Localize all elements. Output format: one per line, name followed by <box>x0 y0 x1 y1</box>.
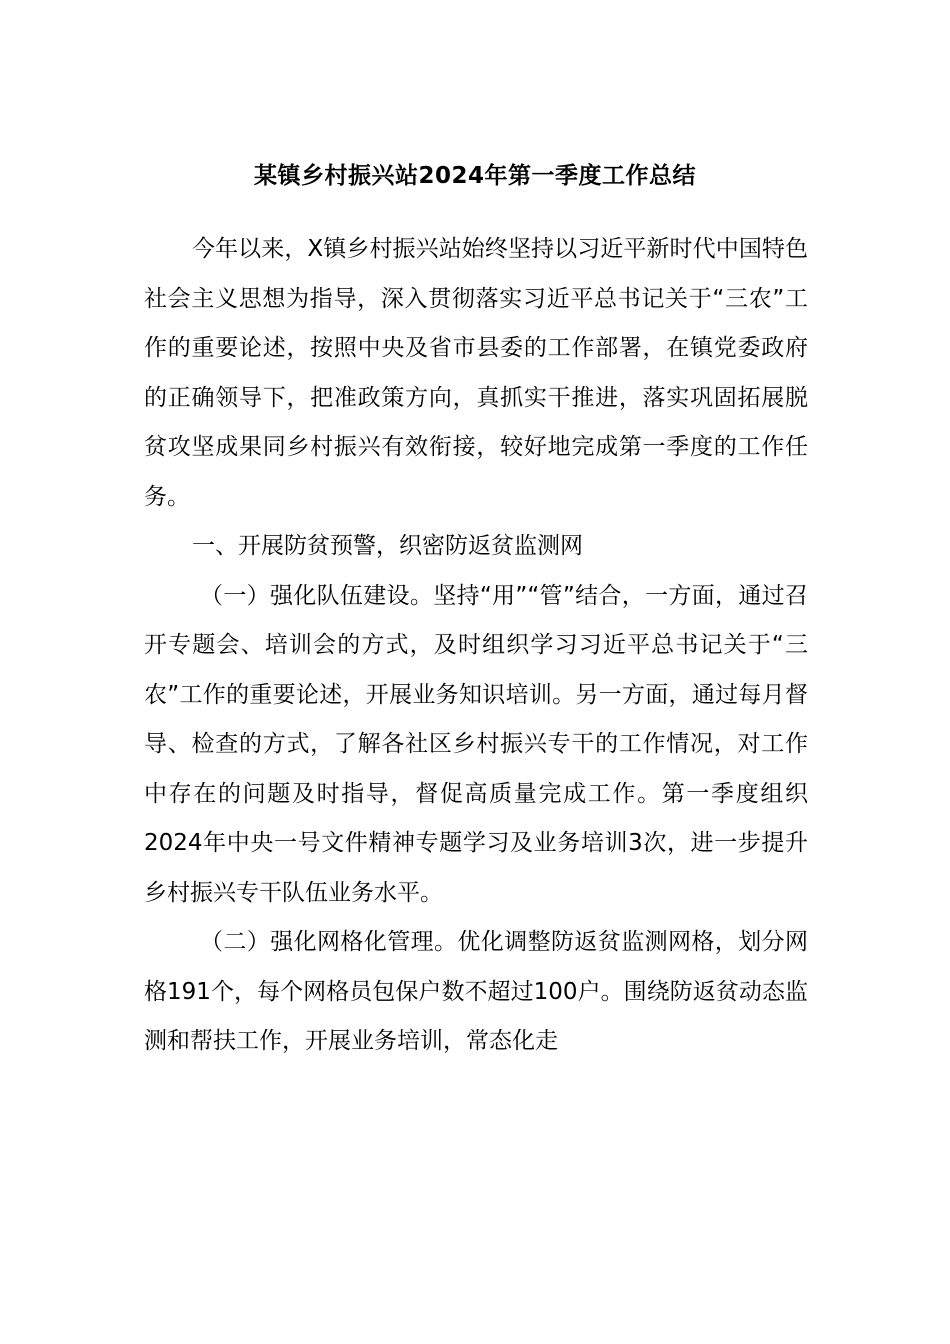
document-title: 某镇乡村振兴站2024年第一季度工作总结 <box>253 163 696 189</box>
document-body <box>144 225 808 1067</box>
subsection-paragraph-1: （一）强化队伍建设。坚持“用”“管”结合，一方面，通过召开专题会、培训会的方式，及时组织学习习近平总书记关于“三农”工作的重要论述，开展业务知识培训。另一方面，通过每月督导、检查的方式，了解各社区乡村振兴专干的工作情况，对工作中存在的问题及时指导，督促高质量完成工作。第一季度组织2024年中央一号文件精神专题学习及业务培训3次，进一步提升乡村振兴专干队伍业务水平。 <box>144 582 808 906</box>
intro-paragraph: 今年以来，X镇乡村振兴站始终坚持以习近平新时代中国特色社会主义思想为指导，深入贯彻落实习近平总书记关于“三农”工作的重要论述，按照中央及省市县委的工作部署，在镇党委政府的正确领导下，把准政策方向，真抓实干推进，落实巩固拓展脱贫攻坚成果同乡村振兴有效衔接，较好地完成第一季度的工作任务。 <box>144 236 808 510</box>
subsection-paragraph-2: （二）强化网格化管理。优化调整防返贫监测网格，划分网格191个，每个网格员包保户数不超过100户。围绕防返贫动态监测和帮扶工作，开展业务培训，常态化走 <box>144 929 808 1054</box>
section-heading-1: 一、开展防贫预警，织密防返贫监测网 <box>192 533 583 559</box>
